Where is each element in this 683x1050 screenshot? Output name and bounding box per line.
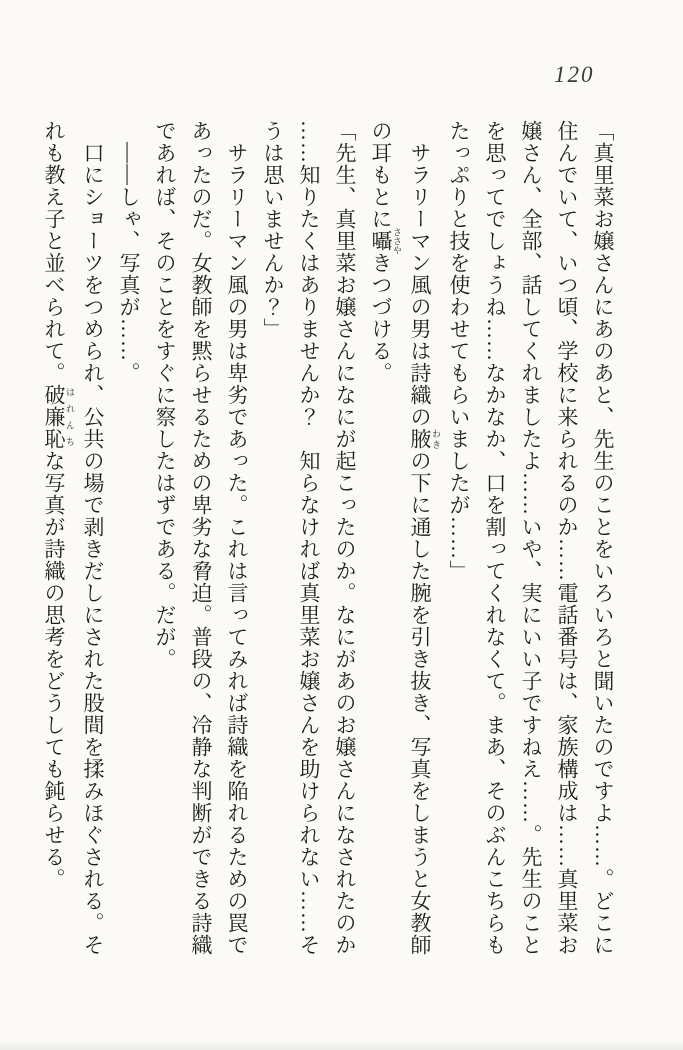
text-line: であれば、そのことをすぐに察したはずである。だが。 bbox=[153, 120, 177, 670]
text-line: たっぷりと技を使わせてもらいましたが……」 bbox=[447, 120, 471, 582]
text-line: 住んでいて、いつ頃、学校に来られるのか……電話番号は、家族構成は……真里菜お bbox=[555, 120, 579, 956]
text-line: サラリーマン風の男は卑劣であった。これは言ってみれば詩織を陥れるための罠で bbox=[225, 142, 249, 956]
furigana: わき bbox=[431, 428, 441, 450]
text-line: の耳もとに囁 ささやきつづける。 bbox=[369, 120, 402, 384]
body-text bbox=[36, 120, 621, 968]
text-line: 口にショーツをつめられ、公共の場で剥きだしにされた股間を揉みほぐされる。そ bbox=[81, 142, 105, 956]
text-line: あったのだ。女教師を黙らせるための卑劣な脅迫。普段の、冷静な判断ができる詩織 bbox=[189, 120, 213, 956]
page-edge-shadow bbox=[0, 1040, 683, 1050]
furigana: ささや bbox=[392, 227, 402, 255]
ruby-annotated-word: 破廉恥 はれんち bbox=[42, 384, 75, 450]
text-line: ――しゃ、写真が……。 bbox=[117, 142, 141, 384]
ruby-annotated-word: 腋 わき bbox=[408, 428, 441, 450]
furigana: はれんち bbox=[65, 384, 75, 450]
text-line: 「先生、真里菜お嬢さんになにが起こったのか。なにがあのお嬢さんになされたのか bbox=[333, 120, 357, 956]
text-line: うは思いませんか？」 bbox=[261, 120, 285, 340]
page-number: 120 bbox=[554, 62, 595, 87]
text-line: 「真里菜お嬢さんにあのあと、先生のことをいろいろと聞いたのですよ……。どこに bbox=[591, 120, 615, 956]
text-line: れも教え子と並べられて。破廉恥 はれんちな写真が詩織の思考をどうしても鈍らせる。 bbox=[42, 120, 75, 890]
ruby-annotated-word: 囁 ささや bbox=[369, 227, 402, 255]
text-line: サラリーマン風の男は詩織の腋 わきの下に通した腕を引き抜き、写真をしまうと女教師 bbox=[408, 142, 441, 956]
text-line: を思ってでしょうね……なかなか、口を割ってくれなくて。まあ、そのぶんこちらも bbox=[483, 120, 507, 956]
text-line: 嬢さん、全部、話してくれましたよ……いや、実にいい子ですねえ……。先生のこと bbox=[519, 120, 543, 956]
text-line: ……知りたくはありませんか？ 知らなければ真里菜お嬢さんを助けられない……そ bbox=[297, 120, 321, 956]
